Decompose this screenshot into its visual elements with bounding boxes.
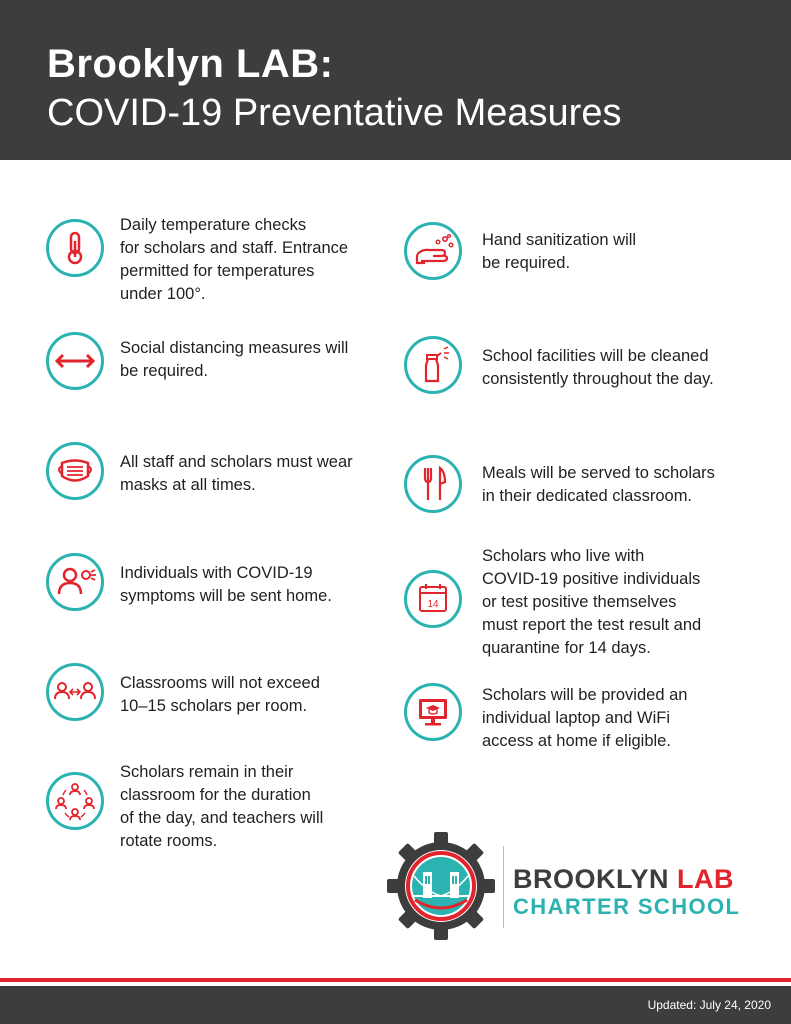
- distance-arrows-icon: [46, 332, 104, 390]
- measure-laptop-text: Scholars will be provided an individual laptop and WiFi access at home if eligible.: [482, 686, 688, 750]
- logo-school-name: [513, 864, 734, 895]
- header-banner: [0, 0, 791, 160]
- sick-person-icon: [46, 553, 104, 611]
- fork-knife-icon: [404, 455, 462, 513]
- measure-sanitization-text: Hand sanitization will be required.: [482, 231, 637, 272]
- measure-distancing-text: Social distancing measures will be required.: [120, 339, 349, 380]
- spray-bottle-icon: [404, 336, 462, 394]
- footer-bar: [0, 986, 791, 1024]
- measure-cleaning-text: School facilities will be cleaned consistently throughout the day.: [482, 347, 714, 388]
- hand-sanitizer-icon: [404, 222, 462, 280]
- laptop-icon: [404, 683, 462, 741]
- calendar-14-icon: [404, 570, 462, 628]
- two-people-spacing-icon: [46, 663, 104, 721]
- calendar-day-number: 14: [427, 599, 439, 610]
- logo-brooklyn-text: BROOKLYN: [513, 864, 678, 894]
- thermometer-icon: [46, 219, 104, 277]
- gear-bridge-logo-icon: [385, 830, 497, 942]
- updated-date: Updated: July 24, 2020: [647, 998, 771, 1012]
- footer-red-line: [0, 978, 791, 982]
- logo-lab-text: LAB: [677, 864, 735, 894]
- brooklyn-lab-logo: [385, 830, 741, 942]
- page-subtitle: COVID-19 Preventative Measures: [47, 92, 622, 134]
- measure-rotation-text: Scholars remain in their classroom for the duration of the day, and teachers will rotate rooms.: [120, 763, 324, 850]
- measure-symptoms-text: Individuals with COVID-19 symptoms will be sent home.: [120, 564, 332, 605]
- measure-temperature-text: Daily temperature checks for scholars and staff. Entrance permitted for temperatures under 100°.: [120, 216, 349, 303]
- measure-masks-text: All staff and scholars must wear masks at all times.: [120, 453, 353, 494]
- face-mask-icon: [46, 442, 104, 500]
- logo-charter-school-text: CHARTER SCHOOL: [513, 894, 741, 919]
- measure-meals-text: Meals will be served to scholars in their dedicated classroom.: [482, 464, 715, 505]
- measure-classroom-size-text: Classrooms will not exceed 10–15 scholars per room.: [120, 674, 320, 715]
- group-circle-icon: [46, 772, 104, 830]
- page-title: Brooklyn LAB:: [47, 42, 334, 86]
- measure-quarantine-text: Scholars who live with COVID-19 positive individuals or test positive themselves must report the test result and quarantine for 14 days.: [482, 547, 702, 657]
- logo-divider: [503, 846, 504, 928]
